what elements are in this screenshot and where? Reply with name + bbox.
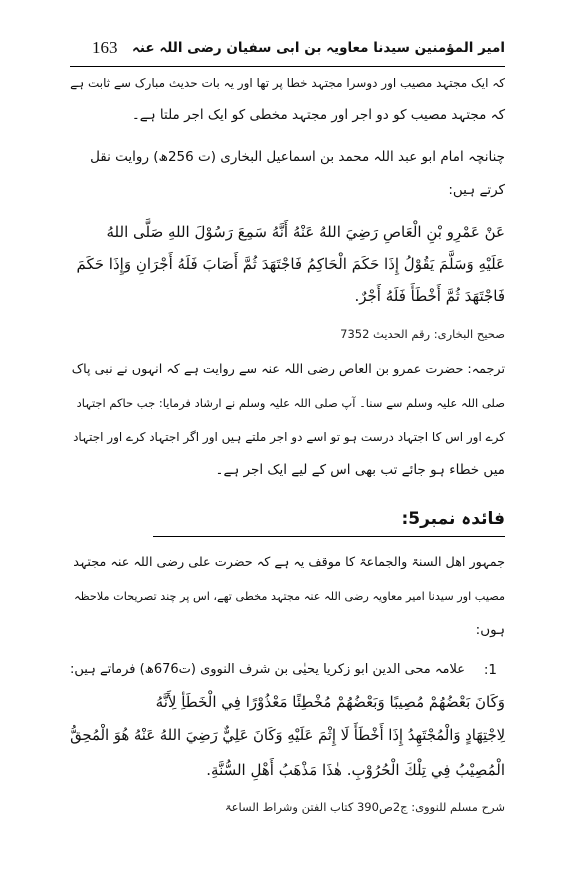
running-title: امیر المؤمنین سیدنا معاویہ بن ابی سفیان رضی اللہ عنہ bbox=[132, 40, 505, 56]
hadith-line-2: عَلَيْهِ وَسَلَّمَ يَقُوْلُ إِذَا حَكَمَ الْحَاكِمُ فَاجْتَهَدَ ثُمَّ أَصَابَ فَلَهُ أَجْرَانِ وَإِذَا حَكَمَ bbox=[76, 255, 505, 273]
translation-line-3: کرے اور اس کا اجتہاد درست ہو تو اسے دو اجر ملتے ہیں اور اگر اجتہاد کرے اور اجتہاد bbox=[73, 430, 505, 444]
paragraph-3-line-2: مصیب اور سیدنا امیر معاویہ رضی اللہ عنہ مجتہد مخطی تھے، اس پر چند تصریحات ملاحظہ bbox=[74, 590, 505, 603]
nawawi-quote-line-3: الْمُصِيْبُ فِي تِلْكَ الْحُرُوْبِ. هٰذَا مَذْهَبُ أَهْلِ السُّنَّةِ. bbox=[206, 761, 505, 779]
reference-nawawi: شرح مسلم للنووی: ج2ص390 کتاب الفتن وشراط الساعۃ bbox=[224, 800, 505, 814]
page-header bbox=[70, 40, 505, 64]
translation-line-2: صلی اللہ علیہ وسلم سے سنا۔ آپ صلی اللہ علیہ وسلم نے ارشاد فرمایا: جب حاکم اجتہاد bbox=[76, 396, 505, 410]
translation-line-1: ترجمہ: حضرت عمرو بن العاص رضی اللہ عنہ سے روایت ہے کہ انہوں نے نبی پاک bbox=[71, 362, 505, 377]
nawawi-quote-line-1: وَكَانَ بَعْضُهُمْ مُصِيبًا وَبَعْضُهُمْ مُخْطِئًا مَعْذُوْرًا فِي الْخَطَأِ لِأَنَّهُ bbox=[155, 693, 505, 711]
hadith-line-1: عَنْ عَمْرِو بْنِ الْعَاصِ رَضِيَ اللهُ عَنْهُ أَنَّهُ سَمِعَ رَسُوْلَ اللهِ صَلَّى اللهُ bbox=[106, 223, 505, 241]
reference-bukhari: صحیح البخاری: رقم الحدیث 7352 bbox=[340, 327, 505, 341]
hadith-line-3: فَاجْتَهَدَ ثُمَّ أَخْطَأَ فَلَهُ أَجْرٌ. bbox=[354, 287, 505, 305]
paragraph-3-line-1: جمہور اھل السنۃ والجماعۃ کا موقف یہ ہے کہ حضرت علی رضی اللہ عنہ مجتہد bbox=[73, 555, 505, 570]
paragraph-1-line-1: کہ ایک مجتہد مصیب اور دوسرا مجتہد خطا پر تھا اور یہ بات حدیث مبارک سے ثابت ہے bbox=[70, 76, 505, 90]
list-item-text: علامہ محی الدین ابو زکریا یحیٰی بن شرف النووی (ت676ھ) فرماتے ہیں: bbox=[70, 662, 465, 677]
nawawi-quote-line-2: لِاجْتِهَادٍ وَالْمُجْتَهِدُ إِذَا أَخْطَأَ لَا إِثْمَ عَلَيْهِ وَكَانَ عَلِيٌّ رَضِيَ اللهُ عَنْهُ هُوَ الْمُحِقُّ bbox=[70, 727, 505, 744]
paragraph-3-line-3: ہوں: bbox=[475, 622, 505, 638]
section-heading: فائدہ نمبر5: bbox=[401, 509, 505, 529]
translation-line-4: میں خطاء ہو جائے تب بھی اس کے لیے ایک اجر ہے۔ bbox=[215, 462, 505, 478]
heading-underline bbox=[153, 536, 505, 537]
list-item-number: 1: bbox=[483, 662, 497, 678]
header-rule bbox=[70, 66, 505, 67]
paragraph-2-line-2: کرتے ہیں: bbox=[448, 182, 505, 198]
paragraph-2-line-1: چنانچہ امام ابو عبد اللہ محمد بن اسماعیل البخاری (ت 256ھ) روایت نقل bbox=[90, 149, 505, 165]
page-number: 163 bbox=[92, 38, 118, 57]
paragraph-1-line-2: کہ مجتہد مصیب کو دو اجر اور مجتہد مخطی کو ایک اجر ملتا ہے۔ bbox=[131, 107, 505, 123]
